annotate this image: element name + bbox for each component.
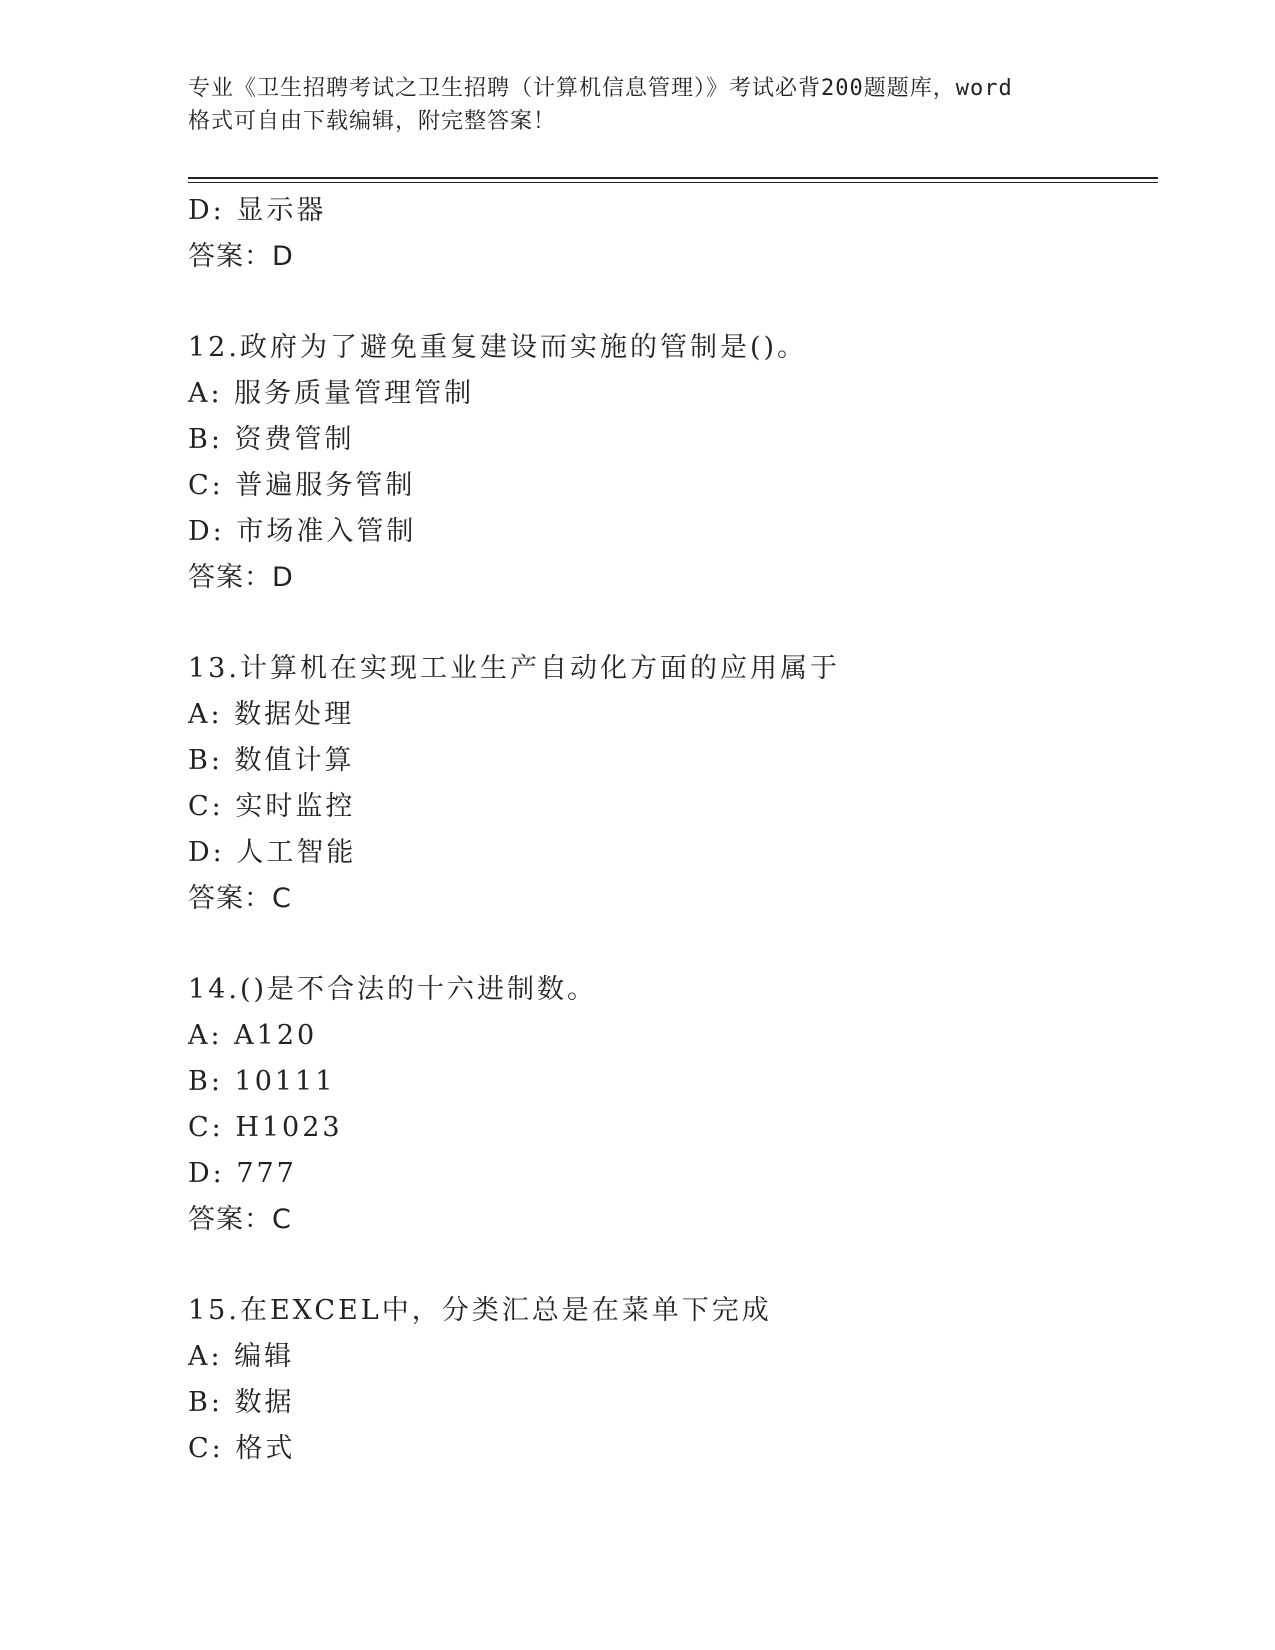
question-14-stem: 14.()是不合法的十六进制数。 [188,974,598,1005]
question-15-option-a: A: 编辑 [188,1341,295,1372]
question-12-option-c: C: 普遍服务管制 [188,470,416,501]
header-title-line-1: 专业《卫生招聘考试之卫生招聘（计算机信息管理）》考试必背200题题库，word [188,76,1013,101]
question-13-option-b: B: 数值计算 [188,745,355,776]
question-12-answer: 答案：D [188,562,294,593]
question-11-option-d: D: 显示器 [188,195,327,226]
question-13-stem: 13.计算机在实现工业生产自动化方面的应用属于 [188,653,840,684]
question-14-answer: 答案：C [188,1204,292,1235]
question-14-option-d: D: 777 [188,1158,297,1189]
header-title-line-2: 格式可自由下载编辑，附完整答案！ [188,109,557,134]
question-15-option-b: B: 数据 [188,1387,295,1418]
header-divider-thin [188,182,1158,183]
question-list [188,188,1148,1472]
question-12-option-d: D: 市场准入管制 [188,516,417,547]
spacer [188,1243,1148,1288]
spacer [188,601,1148,646]
question-14-option-a: A: A120 [188,1020,318,1051]
spacer [188,922,1148,967]
question-12-stem: 12.政府为了避免重复建设而实施的管制是()。 [188,332,808,363]
spacer [188,280,1148,325]
question-15-stem: 15.在EXCEL中，分类汇总是在菜单下完成 [188,1295,772,1326]
question-12-option-a: A: 服务质量管理管制 [188,378,475,409]
question-14-option-b: B: 10111 [188,1066,336,1097]
header-divider-thick [188,177,1158,179]
question-15-option-c: C: 格式 [188,1433,296,1464]
document-header [188,72,1088,138]
question-13-option-a: A: 数据处理 [188,699,355,730]
question-13-option-d: D: 人工智能 [188,837,357,868]
question-13-answer: 答案：C [188,883,292,914]
question-13-option-c: C: 实时监控 [188,791,356,822]
question-14-option-c: C: H1023 [188,1112,343,1143]
question-11-answer: 答案：D [188,241,294,272]
question-12-option-b: B: 资费管制 [188,424,355,455]
